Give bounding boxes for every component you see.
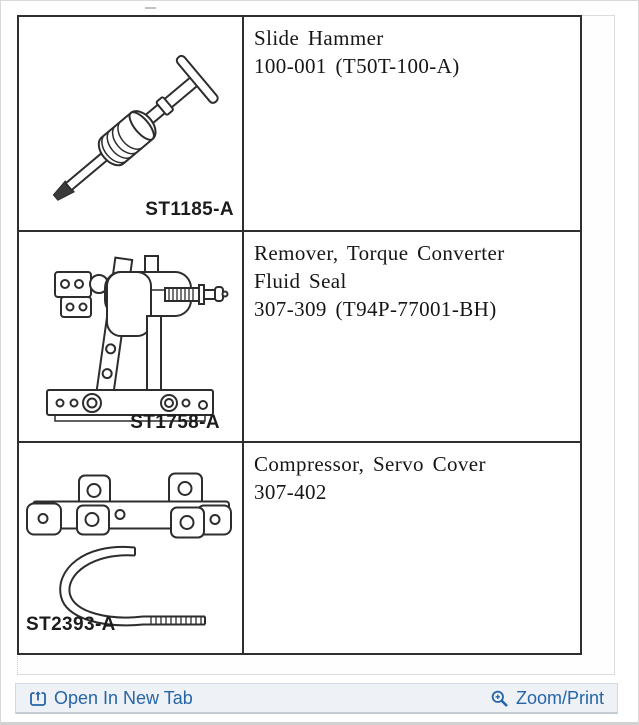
tool-id-label: ST2393-A (26, 614, 116, 635)
tool-description-cell-3 (244, 443, 580, 653)
viewer-toolbar (15, 683, 618, 714)
tool-id-label: ST1185-A (145, 199, 234, 220)
tool-part-number: 307-402 (254, 480, 327, 504)
open-in-new-tab-icon (29, 689, 47, 707)
special-service-tools-table (17, 15, 582, 655)
tool-description-cell-2 (244, 232, 580, 443)
tool-illustration-cell-2 (19, 232, 244, 443)
tool-illustration-cell-3 (19, 443, 244, 653)
open-in-new-tab-link[interactable] (29, 688, 193, 709)
tool-name: Slide Hammer (254, 26, 384, 50)
zoom-print-link[interactable] (490, 688, 604, 709)
scan-artifact (145, 7, 156, 9)
magnifier-zoom-icon (490, 689, 509, 708)
tool-description-cell-1 (244, 17, 580, 232)
tool-part-number: 307-309 (T94P-77001-BH) (254, 297, 497, 321)
tool-id-label: ST1758-A (130, 412, 220, 433)
zoom-print-label: Zoom/Print (515, 687, 604, 708)
open-in-new-tab-label: Open In New Tab (54, 687, 193, 708)
tool-name: Remover, Torque Converter (254, 241, 505, 265)
tool-part-number: 100-001 (T50T-100-A) (254, 54, 460, 78)
tool-illustration-cell-1 (19, 17, 244, 232)
tool-name-cont: Fluid Seal (254, 269, 347, 293)
torque-converter-fluid-seal-remover-illustration (19, 232, 242, 441)
tool-name: Compressor, Servo Cover (254, 452, 486, 476)
